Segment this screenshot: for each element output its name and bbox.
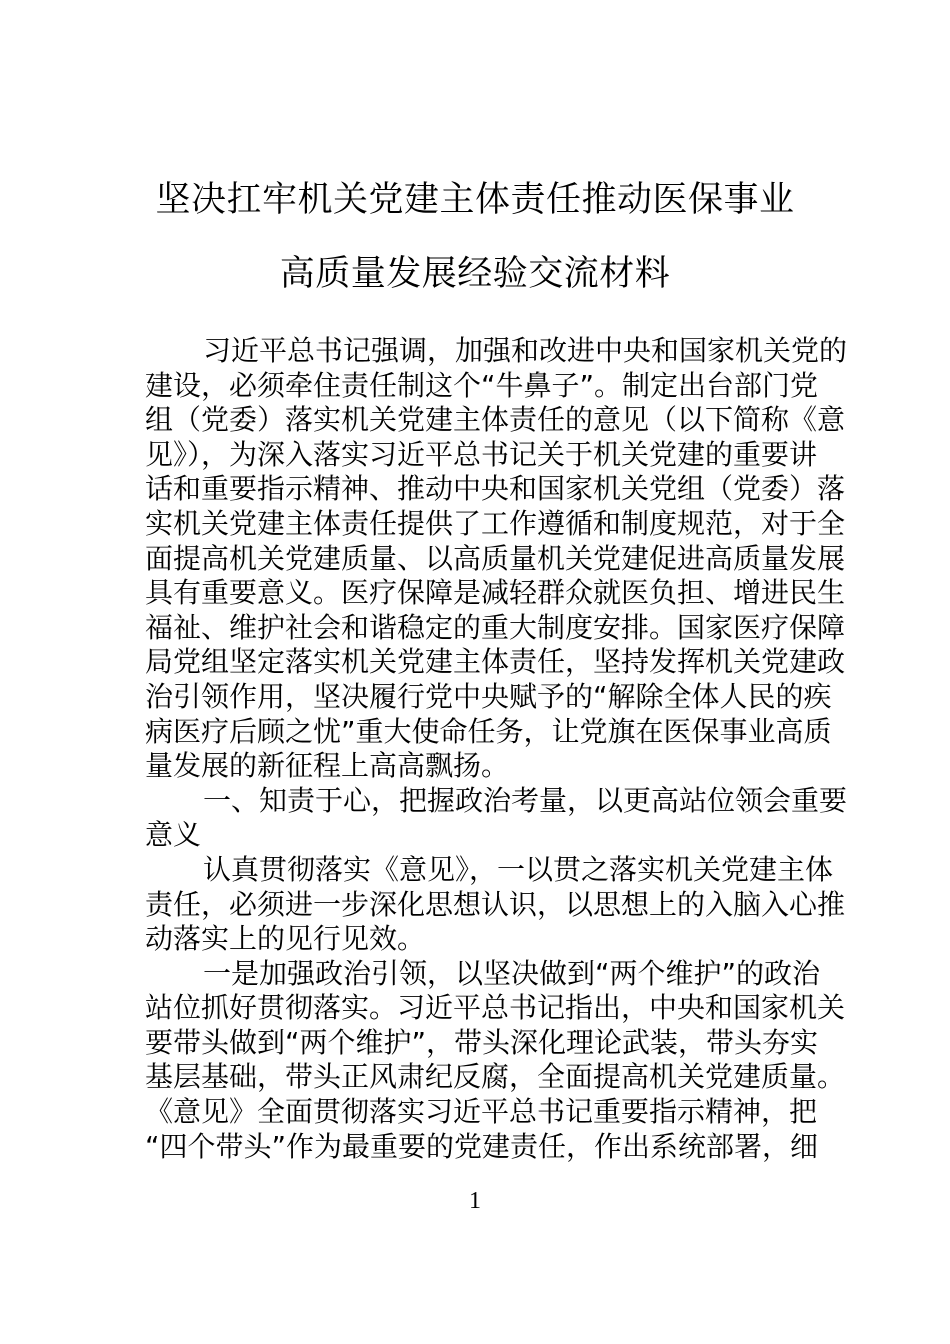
text-line: 具有重要意义。医疗保障是减轻群众就医负担、增进民生 [145, 576, 846, 610]
text-line: 治引领作用，坚决履行党中央赋予的“解除全体人民的疾 [145, 679, 832, 713]
document-title-line-1: 坚决扛牢机关党建主体责任推动医保事业 [155, 180, 795, 220]
text-line: 话和重要指示精神、推动中央和国家机关党组（党委）落 [145, 472, 846, 506]
text-line: 局党组坚定落实机关党建主体责任，坚持发挥机关党建政 [145, 645, 846, 679]
text-line: 见》），为深入落实习近平总书记关于机关党建的重要讲 [145, 437, 818, 471]
paragraph [145, 334, 848, 784]
text-line: 站位抓好贯彻落实。习近平总书记指出，中央和国家机关 [145, 991, 846, 1025]
text-line: “四个带头”作为最重要的党建责任，作出系统部署，细 [145, 1129, 819, 1163]
text-line: 意义 [145, 818, 202, 852]
text-line: 一、知责于心，把握政治考量，以更高站位领会重要 [203, 783, 848, 817]
text-line: 动落实上的见行见效。 [145, 922, 426, 956]
section-heading [145, 783, 848, 853]
text-line: 量发展的新征程上高高飘扬。 [145, 749, 510, 783]
paragraph [145, 852, 846, 957]
text-line: 面提高机关党建质量、以高质量机关党建促进高质量发展 [145, 541, 846, 575]
text-line: 病医疗后顾之忧”重大使命任务，让党旗在医保事业高质 [145, 714, 832, 748]
text-line: 建设，必须牵住责任制这个“牛鼻子”。制定出台部门党 [145, 368, 819, 402]
text-line: 组（党委）落实机关党建主体责任的意见（以下简称《意 [145, 403, 846, 437]
text-line: 习近平总书记强调，加强和改进中央和国家机关党的 [203, 334, 848, 367]
document-title-line-2: 高质量发展经验交流材料 [279, 254, 671, 294]
text-line: 要带头做到“两个维护”，带头深化理论武装，带头夯实 [145, 1025, 819, 1059]
text-line: 《意见》全面贯彻落实习近平总书记重要指示精神，把 [145, 1095, 818, 1129]
text-line: 一是加强政治引领，以坚决做到“两个维护”的政治 [203, 956, 821, 990]
text-line: 责任，必须进一步深化思想认识，以思想上的入脑入心推 [145, 887, 846, 921]
document-body [145, 334, 848, 1164]
text-line: 认真贯彻落实《意见》，一以贯之落实机关党建主体 [203, 852, 834, 886]
text-line: 基层基础，带头正风肃纪反腐，全面提高机关党建质量。 [145, 1060, 846, 1094]
paragraph [145, 956, 846, 1165]
text-line: 福祉、维护社会和谐稳定的重大制度安排。国家医疗保障 [145, 610, 846, 644]
page-number: 1 [469, 1188, 481, 1214]
text-line: 实机关党建主体责任提供了工作遵循和制度规范，对于全 [145, 506, 846, 540]
